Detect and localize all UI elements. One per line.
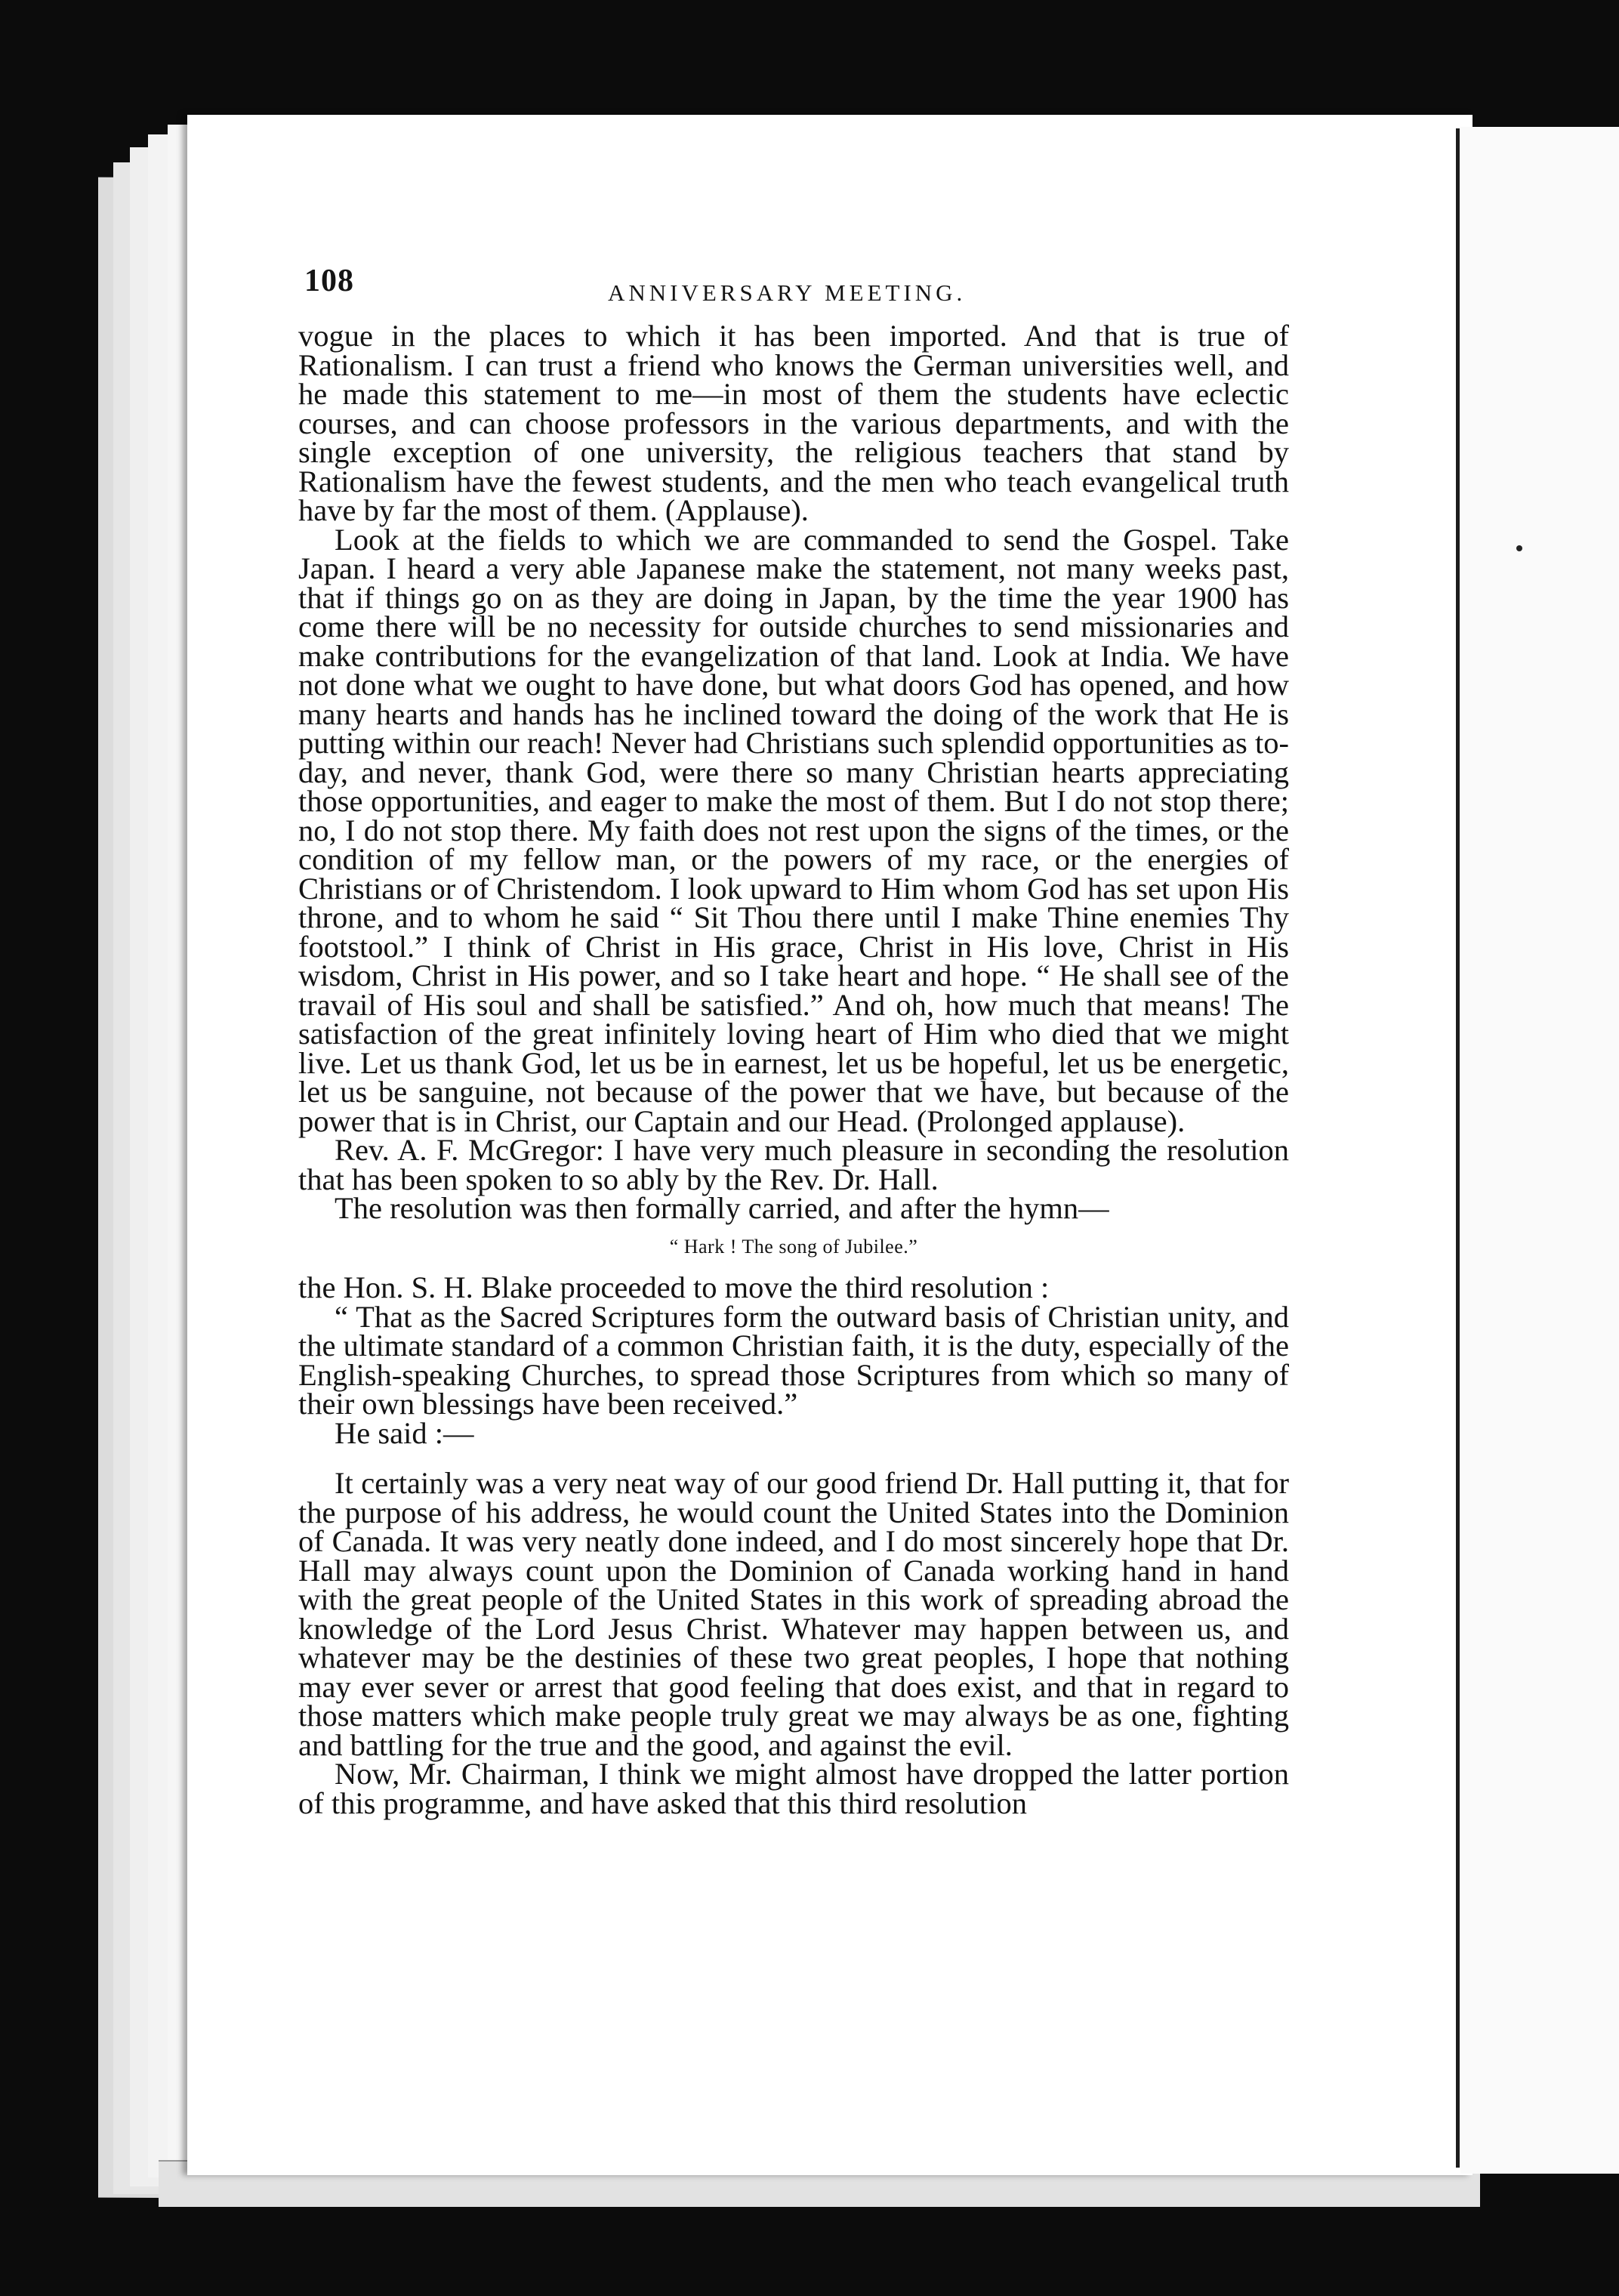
paragraph: Now, Mr. Chairman, I think we might almost have dropped the latter portion of this programme, and have asked that this third resolution [298,1757,1289,1820]
resolution-text: “ That as the Sacred Scriptures form the outward basis of Christian unity, and the ultimate standard of a common Christian faith, it is the duty, especially of the English-speaking Churches, to spread those Scriptures from which so many of their own blessings have been received.” [298,1299,1289,1421]
page-gutter [1456,128,1460,2168]
running-head [298,263,1289,316]
paragraph: It certainly was a very neat way of our good friend Dr. Hall putting it, that for the purpose of his address, he would count the United States into the Dominion of Canada. It was very neatly done indeed, and I do most sincerely hope that Dr. Hall may always count upon the Dominion of Canada working hand in hand with the great people of the United States in this work of spreading abroad the knowledge of the Lord Jesus Christ. Whatever may happen between us, and whatever may be the destinies of these two great peoples, I hope that nothing may ever sever or arrest that good feeling that does exist, and that in regard to those matters which make people truly great we may always be as one, fighting and battling for the true and the good, and against the evil. [298,1466,1289,1762]
facing-page [1460,127,1619,2174]
body-text [298,319,1289,1820]
paragraph: He said :— [335,1415,474,1450]
paragraph: vogue in the places to which it has been imported. And that is true of Rationalism. I can trust a friend who knows the German universities well, and he made this statement to me—in most of them the students have eclectic courses, and can choose professors in the various departments, and with the single exception of one university, the religious teachers that stand by Rationalism have the fewest students, and the men who teach evangelical truth have by far the most of them. (Applause). [298,319,1289,527]
paragraph: Look at the fields to which we are commanded to send the Gospel. Take Japan. I heard a very able Japanese make the statement, not many weeks past, that if things go on as they are doing in Japan, by the time the year 1900 has come there will be no necessity for outside churches to send missionaries and make contributions for the evangelization of that land. Look at India. We have not done what we ought to have done, but what doors God has opened, and how many hearts and hands has he inclined toward the doing of the work that He is putting within our reach! Never had Christians such splendid opportunities as to-day, and never, thank God, were there so many Christian hearts appreciating those opportunities, and eager to make the most of them. But I do not stop there; no, I do not stop there. My faith does not rest upon the signs of the times, or the condition of my fellow man, or the powers of my race, or the energies of Christians or of Christendom. I look upward to Him whom God has set upon His throne, and to whom he said “ Sit Thou there until I make Thine enemies Thy footstool.” I think of Christ in His grace, Christ in His love, Christ in His wisdom, Christ in His power, and so I take heart and hope. “ He shall see of the travail of His soul and shall be satisfied.” And oh, how much that means! The satisfaction of the great infinitely loving heart of Him who died that we might live. Let us thank God, let us be in earnest, let us be hopeful, let us be energetic, let us be sanguine, not because of the power that we have, but because of the power that is in Christ, our Captain and our Head. (Prolonged applause). [298,522,1289,1138]
paragraph: The resolution was then formally carried, and after the hymn— [335,1191,1109,1225]
running-title: ANNIVERSARY MEETING. [608,279,967,306]
paragraph: Rev. A. F. McGregor: I have very much pleasure in seconding the resolution that has been spoken to so ably by the Rev. Dr. Hall. [298,1133,1289,1196]
hymn-title: “ Hark ! The song of Jubilee.” [669,1235,918,1258]
facing-page-mark [1516,545,1522,551]
page-content [298,263,1289,1818]
page-number: 108 [304,264,354,298]
paragraph: the Hon. S. H. Blake proceeded to move the third resolution : [298,1270,1050,1304]
